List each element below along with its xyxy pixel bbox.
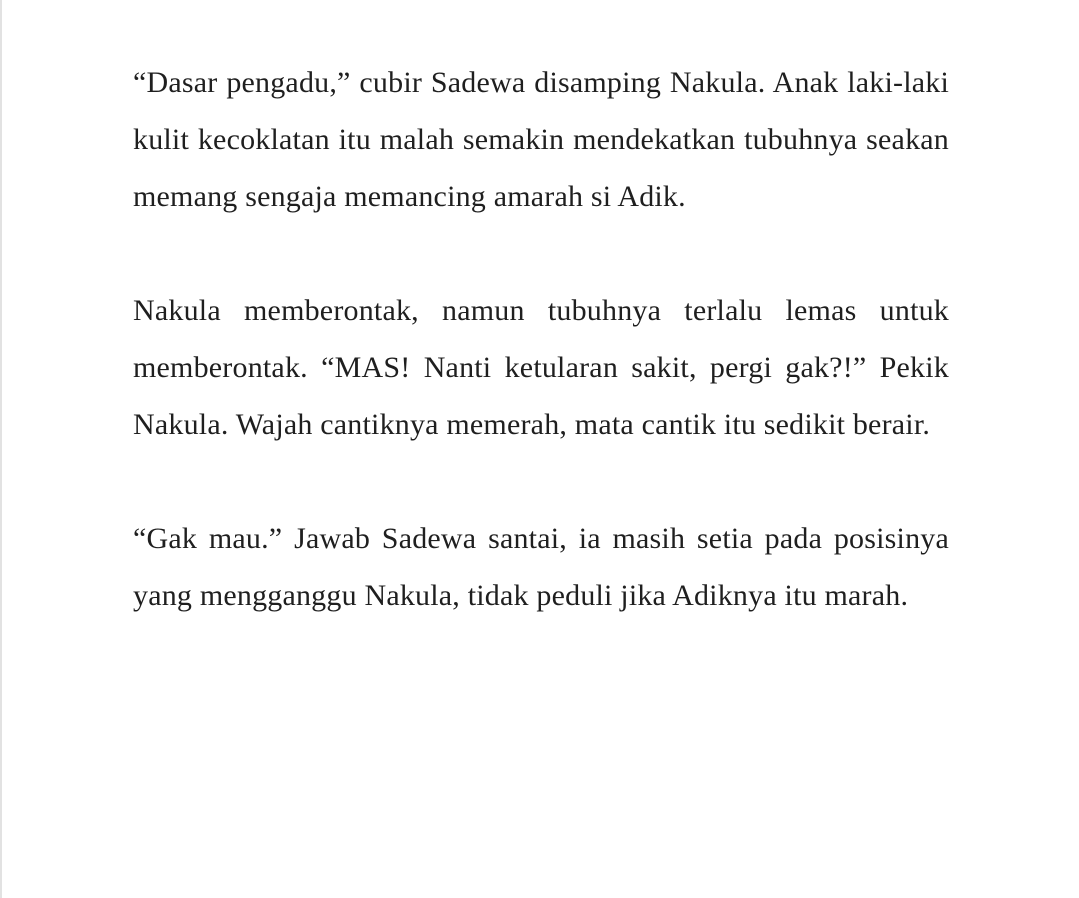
story-text (133, 54, 949, 624)
paragraph-3: “Gak mau.” Jawab Sadewa santai, ia masih setia pada posisinya yang mengganggu Nakula, tidak peduli jika Adiknya itu marah. (133, 522, 949, 612)
paragraph-1: “Dasar pengadu,” cubir Sadewa disamping Nakula. Anak laki-laki kulit kecoklatan itu malah semakin mendekatkan tubuhnya seakan memang sengaja memancing amarah si Adik. (133, 66, 949, 213)
paragraph-2: Nakula memberontak, namun tubuhnya terlalu lemas untuk memberontak. “MAS! Nanti ketularan sakit, pergi gak?!” Pekik Nakula. Wajah cantiknya memerah, mata cantik itu sedikit berair. (133, 294, 949, 441)
